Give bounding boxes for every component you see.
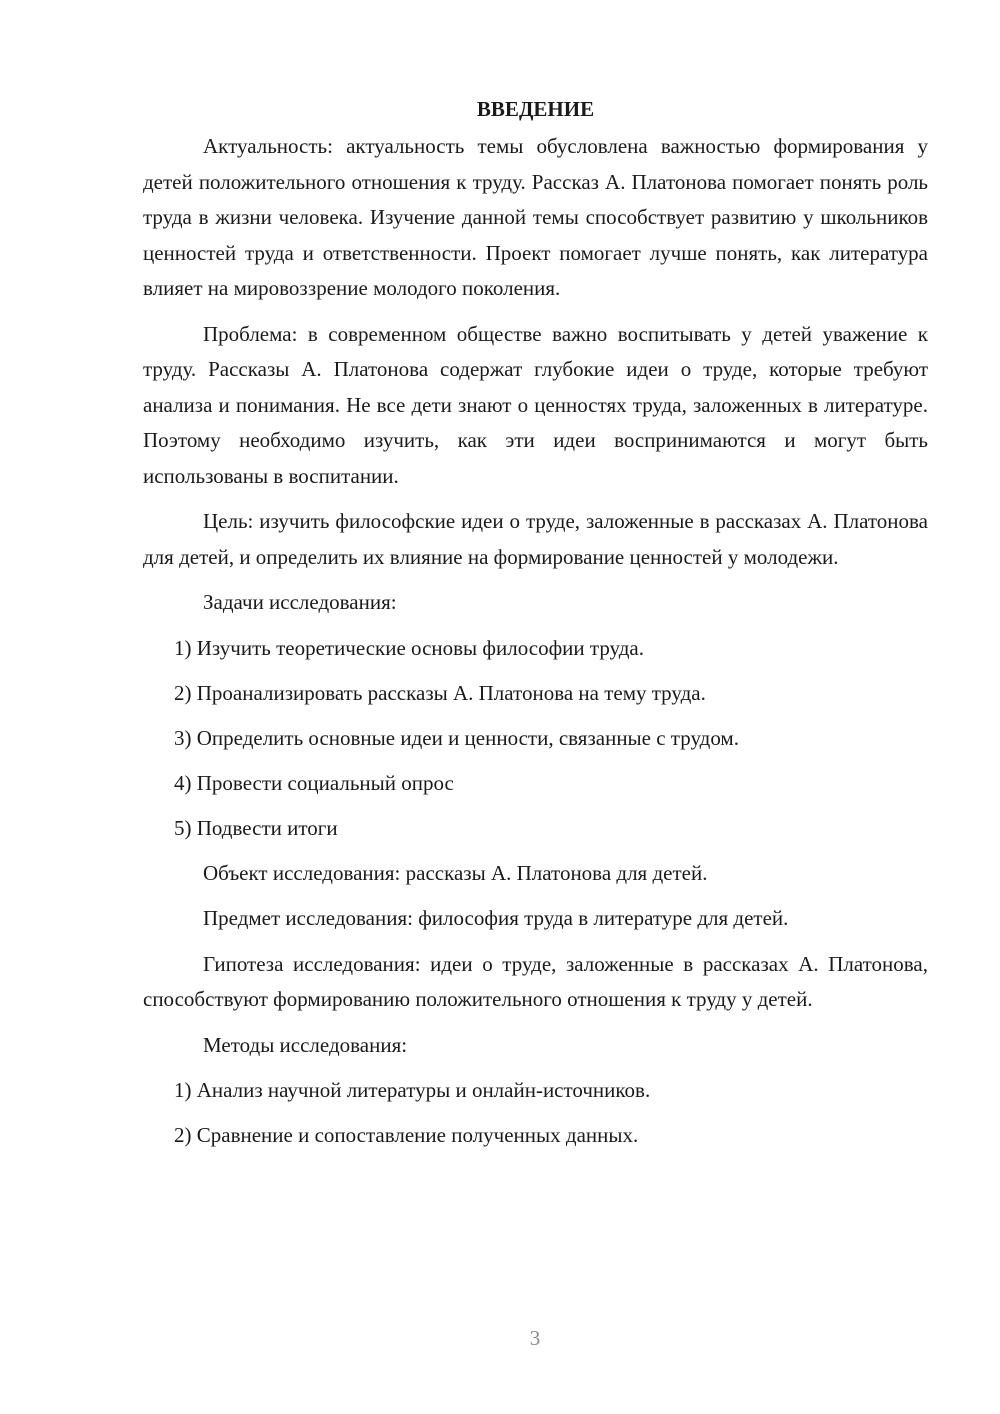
tasks-heading: Задачи исследования:	[203, 590, 397, 614]
task-item: 4) Провести социальный опрос	[174, 770, 454, 795]
method-item: 1) Анализ научной литературы и онлайн-источников.	[174, 1078, 651, 1102]
research-hypothesis: Гипотеза исследования: идеи о труде, заложенные в рассказах А. Платонова, способствуют формированию положительного отношения к труду у детей.	[143, 951, 928, 1011]
task-item: 2) Проанализировать рассказы А. Платонова на тему труда.	[174, 680, 706, 705]
paragraph-problem: Проблема: в современном обществе важно воспитывать у детей уважение к труду. Рассказы А. Платонова содержат глубокие идеи о труде, которые требуют анализа и понимания. Не все дети знают о ценностях труда, заложенных в литературе. Поэтому необходимо изучить, как эти идеи воспринимаются и могут быть использованы в воспитании.	[143, 321, 928, 488]
task-item: 5) Подвести итоги	[174, 815, 338, 840]
method-item: 2) Сравнение и сопоставление полученных данных.	[174, 1123, 639, 1147]
task-item: 1) Изучить теоретические основы философии труда.	[174, 635, 644, 660]
page-number: 3	[529, 1326, 541, 1350]
paragraph-relevance: Актуальность: актуальность темы обусловлена важностью формирования у детей положительного отношения к труду. Рассказ А. Платонова помогает понять роль труда в жизни человека. Изучение данной темы способствует развитию у школьников ценностей труда и ответственности. Проект помогает лучше понять, как литература влияет на мировоззрение молодого поколения.	[143, 134, 928, 300]
research-object: Объект исследования: рассказы А. Платонова для детей.	[203, 860, 708, 885]
document-page	[143, 92, 928, 1163]
task-item: 3) Определить основные идеи и ценности, связанные с трудом.	[174, 725, 739, 750]
section-title: ВВЕДЕНИЕ	[476, 97, 595, 121]
research-subject: Предмет исследования: философия труда в литературе для детей.	[203, 906, 789, 930]
methods-heading: Методы исследования:	[203, 1032, 408, 1057]
paragraph-goal: Цель: изучить философские идеи о труде, заложенные в рассказах А. Платонова для детей, и определить их влияние на формирование ценностей у молодежи.	[143, 509, 928, 569]
